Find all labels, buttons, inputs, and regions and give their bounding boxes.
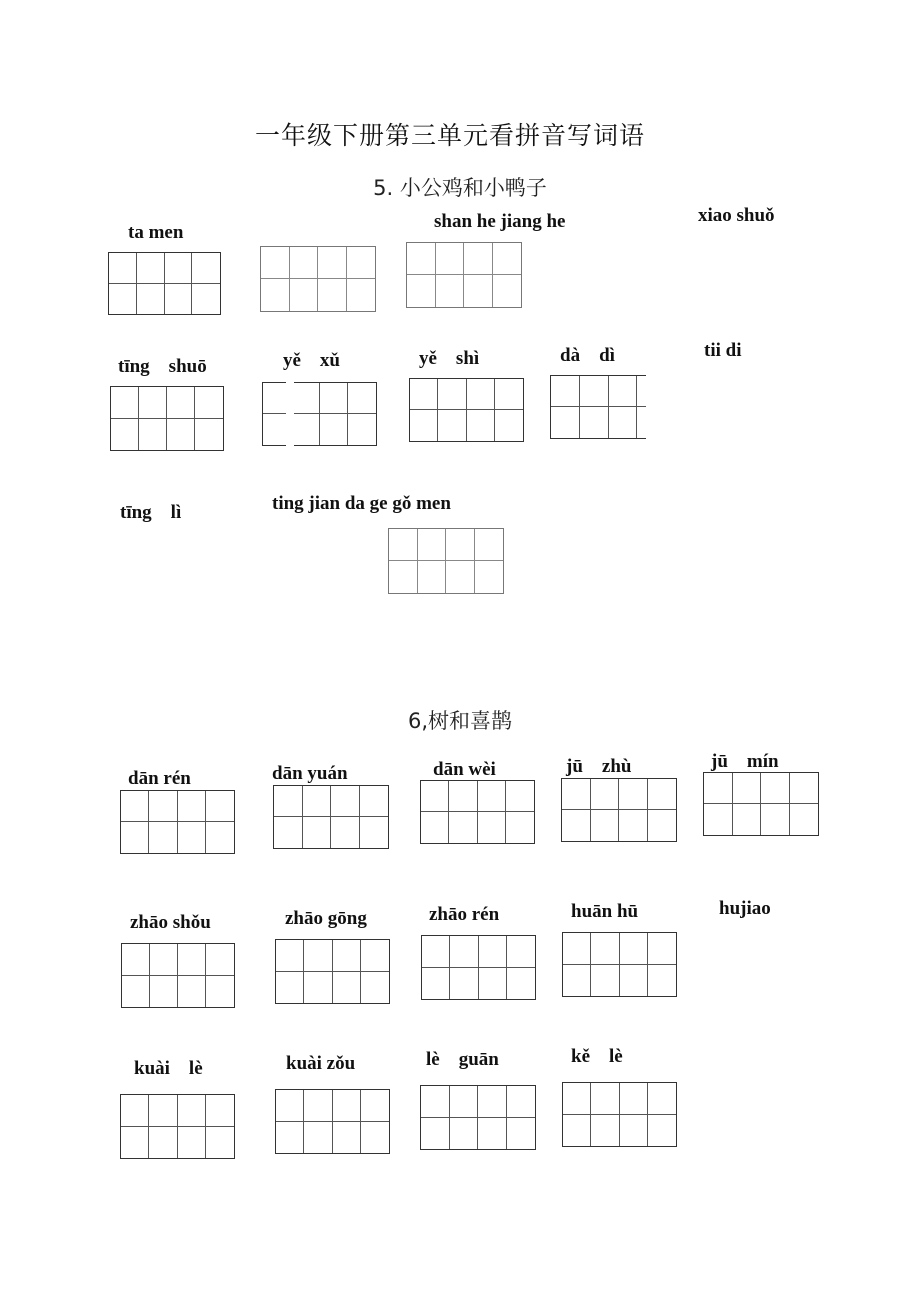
- grid-cell[interactable]: [562, 810, 591, 841]
- writing-grid[interactable]: [108, 252, 221, 315]
- grid-cell[interactable]: [333, 940, 361, 972]
- grid-cell[interactable]: [178, 1095, 206, 1127]
- grid-cell[interactable]: [648, 1083, 676, 1115]
- grid-cell[interactable]: [438, 379, 466, 410]
- grid-cell[interactable]: [790, 804, 819, 835]
- grid-cell[interactable]: [178, 1127, 206, 1159]
- grid-cell[interactable]: [320, 414, 348, 445]
- writing-grid[interactable]: [420, 780, 535, 844]
- pinyin-word: hujiao: [719, 898, 771, 919]
- grid-cell[interactable]: [361, 1122, 389, 1154]
- pinyin-word: tii di: [704, 340, 742, 361]
- grid-cell[interactable]: [178, 976, 206, 1008]
- grid-cell[interactable]: [149, 791, 177, 822]
- grid-cell[interactable]: [478, 1118, 507, 1150]
- grid-cell[interactable]: [620, 965, 648, 997]
- grid-cell[interactable]: [507, 1118, 536, 1150]
- grid-cell[interactable]: [121, 1095, 149, 1127]
- grid-cell[interactable]: [261, 247, 290, 279]
- grid-cell[interactable]: [450, 936, 478, 968]
- pinyin-word: lè guān: [426, 1049, 499, 1070]
- grid-cell[interactable]: [478, 812, 506, 843]
- grid-cell[interactable]: [438, 410, 466, 441]
- grid-cell[interactable]: [206, 822, 234, 853]
- grid-cell[interactable]: [206, 976, 234, 1008]
- grid-cell[interactable]: [304, 940, 332, 972]
- writing-grid[interactable]: [120, 790, 235, 854]
- grid-cell[interactable]: [178, 791, 206, 822]
- grid-cell[interactable]: [274, 786, 303, 817]
- grid-cell[interactable]: [304, 1122, 332, 1154]
- grid-cell[interactable]: [318, 279, 347, 311]
- grid-cell[interactable]: [206, 1127, 234, 1159]
- pinyin-word: shan he jiang he: [434, 211, 566, 232]
- grid-cell[interactable]: [591, 1115, 619, 1147]
- grid-cell[interactable]: [410, 410, 438, 441]
- grid-cell[interactable]: [167, 387, 195, 419]
- grid-cell[interactable]: [192, 284, 220, 315]
- pinyin-word: yě shì: [419, 348, 480, 369]
- grid-cell[interactable]: [422, 968, 450, 1000]
- writing-grid[interactable]: [562, 932, 677, 997]
- grid-cell[interactable]: [389, 529, 418, 561]
- grid-cell[interactable]: [619, 779, 648, 810]
- grid-cell[interactable]: [563, 1115, 591, 1147]
- grid-cell[interactable]: [436, 243, 465, 275]
- grid-cell[interactable]: [507, 936, 535, 968]
- pinyin-word: xiao shuǒ: [698, 205, 775, 226]
- grid-cell[interactable]: [291, 414, 319, 445]
- pinyin-word: ting jian da ge gǒ men: [272, 493, 451, 514]
- grid-cell[interactable]: [178, 822, 206, 853]
- grid-cell[interactable]: [421, 1118, 450, 1150]
- grid-cell[interactable]: [421, 781, 449, 812]
- pinyin-word: kuài zǒu: [286, 1053, 356, 1074]
- grid-cell[interactable]: [290, 279, 319, 311]
- grid-cell[interactable]: [122, 976, 150, 1008]
- grid-cell[interactable]: [507, 968, 535, 1000]
- grid-cell[interactable]: [436, 275, 465, 307]
- grid-cell[interactable]: [165, 284, 193, 315]
- grid-cell[interactable]: [291, 383, 319, 414]
- pinyin-word: tīng shuō: [118, 356, 207, 377]
- writing-grid[interactable]: [420, 1085, 536, 1150]
- grid-cell[interactable]: [178, 944, 206, 976]
- grid-cell[interactable]: [761, 804, 790, 835]
- grid-cell[interactable]: [111, 419, 139, 451]
- pinyin-word: dān yuán: [272, 763, 348, 784]
- grid-cell[interactable]: [276, 972, 304, 1004]
- grid-cell[interactable]: [320, 383, 348, 414]
- writing-grid[interactable]: [110, 386, 224, 451]
- grid-cell[interactable]: [464, 275, 493, 307]
- grid-cell[interactable]: [407, 243, 436, 275]
- grid-cell[interactable]: [303, 817, 332, 848]
- grid-cell[interactable]: [467, 410, 495, 441]
- pinyin-word: zhāo gōng: [285, 908, 367, 929]
- writing-grid[interactable]: [121, 943, 235, 1008]
- grid-cell[interactable]: [195, 387, 223, 419]
- writing-grid[interactable]: [562, 1082, 677, 1147]
- grid-cell[interactable]: [563, 965, 591, 997]
- grid-cell[interactable]: [206, 791, 234, 822]
- writing-grid[interactable]: [406, 242, 522, 308]
- grid-cell[interactable]: [493, 275, 522, 307]
- grid-cell[interactable]: [478, 1086, 507, 1118]
- grid-cell[interactable]: [446, 529, 475, 561]
- pinyin-word: kě lè: [571, 1046, 623, 1067]
- writing-grid[interactable]: [703, 772, 819, 836]
- grid-cell[interactable]: [475, 529, 504, 561]
- grid-cell[interactable]: [648, 810, 677, 841]
- grid-cell[interactable]: [467, 379, 495, 410]
- writing-grid[interactable]: [275, 1089, 390, 1154]
- grid-cell[interactable]: [276, 1122, 304, 1154]
- grid-cell[interactable]: [333, 972, 361, 1004]
- grid-cell[interactable]: [495, 410, 523, 441]
- grid-cell[interactable]: [493, 243, 522, 275]
- grid-cell[interactable]: [591, 933, 619, 965]
- grid-cell[interactable]: [620, 1083, 648, 1115]
- grid-cell[interactable]: [360, 786, 389, 817]
- grid-cell[interactable]: [192, 253, 220, 284]
- grid-cell[interactable]: [464, 243, 493, 275]
- grid-cell[interactable]: [206, 944, 234, 976]
- section-6-heading: 6,树和喜鹊: [407, 709, 513, 733]
- grid-cell[interactable]: [165, 253, 193, 284]
- grid-cell[interactable]: [620, 933, 648, 965]
- grid-cell[interactable]: [591, 779, 620, 810]
- grid-overlap-cover: [286, 380, 294, 450]
- grid-cell[interactable]: [137, 253, 165, 284]
- pinyin-word: kuài lè: [134, 1058, 203, 1079]
- writing-grid[interactable]: [260, 246, 376, 312]
- grid-cell[interactable]: [704, 804, 733, 835]
- grid-cell[interactable]: [149, 1127, 177, 1159]
- grid-cell[interactable]: [648, 933, 676, 965]
- grid-cell[interactable]: [450, 968, 478, 1000]
- grid-cell[interactable]: [304, 1090, 332, 1122]
- pinyin-word: dān rén: [128, 768, 191, 789]
- grid-cell[interactable]: [551, 407, 580, 438]
- grid-cell[interactable]: [506, 781, 534, 812]
- grid-cell[interactable]: [348, 414, 376, 445]
- grid-cell[interactable]: [446, 561, 475, 593]
- grid-cell[interactable]: [591, 1083, 619, 1115]
- grid-cell[interactable]: [137, 284, 165, 315]
- grid-cell[interactable]: [418, 561, 447, 593]
- grid-cell[interactable]: [495, 379, 523, 410]
- grid-cell[interactable]: [389, 561, 418, 593]
- grid-cell[interactable]: [276, 940, 304, 972]
- grid-cell[interactable]: [421, 812, 449, 843]
- grid-cell[interactable]: [261, 279, 290, 311]
- grid-cell[interactable]: [150, 976, 178, 1008]
- pinyin-word: ta men: [128, 222, 184, 243]
- grid-cell[interactable]: [563, 1083, 591, 1115]
- grid-cell[interactable]: [591, 965, 619, 997]
- grid-cell[interactable]: [563, 933, 591, 965]
- pinyin-word: zhāo shǒu: [130, 912, 211, 933]
- grid-cell[interactable]: [478, 781, 506, 812]
- grid-cell[interactable]: [109, 284, 137, 315]
- grid-cell[interactable]: [562, 779, 591, 810]
- grid-cell[interactable]: [122, 944, 150, 976]
- grid-cell[interactable]: [121, 822, 149, 853]
- grid-cell[interactable]: [450, 1086, 479, 1118]
- grid-cell[interactable]: [109, 253, 137, 284]
- writing-grid[interactable]: [388, 528, 504, 594]
- grid-cell[interactable]: [648, 779, 677, 810]
- writing-grid[interactable]: [561, 778, 677, 842]
- grid-cell[interactable]: [609, 407, 638, 438]
- grid-cell[interactable]: [303, 786, 332, 817]
- page-title: 一年级下册第三单元看拼音写词语: [254, 121, 645, 150]
- grid-cell[interactable]: [274, 817, 303, 848]
- grid-cell[interactable]: [331, 817, 360, 848]
- grid-cell[interactable]: [121, 1127, 149, 1159]
- grid-cell[interactable]: [591, 810, 620, 841]
- grid-cell[interactable]: [149, 1095, 177, 1127]
- grid-cell[interactable]: [361, 972, 389, 1004]
- section-5-heading: 5. 小公鸡和小鸭子: [373, 176, 547, 200]
- grid-cell[interactable]: [139, 387, 167, 419]
- grid-cell[interactable]: [333, 1090, 361, 1122]
- writing-grid[interactable]: [409, 378, 524, 442]
- grid-cell[interactable]: [479, 936, 507, 968]
- grid-cell[interactable]: [331, 786, 360, 817]
- grid-cell[interactable]: [304, 972, 332, 1004]
- grid-cell[interactable]: [149, 822, 177, 853]
- grid-cell[interactable]: [347, 247, 376, 279]
- grid-cell[interactable]: [121, 791, 149, 822]
- grid-cell[interactable]: [333, 1122, 361, 1154]
- writing-grid[interactable]: [262, 382, 377, 446]
- grid-cell[interactable]: [620, 1115, 648, 1147]
- pinyin-word: tīng lì: [120, 502, 182, 523]
- grid-cell[interactable]: [139, 419, 167, 451]
- grid-cell[interactable]: [449, 812, 477, 843]
- grid-cell[interactable]: [410, 379, 438, 410]
- grid-cell[interactable]: [290, 247, 319, 279]
- grid-cell[interactable]: [551, 376, 580, 407]
- grid-cell[interactable]: [347, 279, 376, 311]
- grid-cell[interactable]: [733, 804, 762, 835]
- grid-cell[interactable]: [348, 383, 376, 414]
- pinyin-word: yě xǔ: [283, 350, 340, 371]
- grid-cell[interactable]: [580, 407, 609, 438]
- grid-cell[interactable]: [421, 1086, 450, 1118]
- grid-cell[interactable]: [360, 817, 389, 848]
- grid-cell[interactable]: [761, 773, 790, 804]
- grid-cell[interactable]: [407, 275, 436, 307]
- grid-cell[interactable]: [361, 1090, 389, 1122]
- grid-cell[interactable]: [648, 965, 676, 997]
- grid-cell[interactable]: [619, 810, 648, 841]
- grid-cell[interactable]: [206, 1095, 234, 1127]
- grid-cell[interactable]: [418, 529, 447, 561]
- grid-cell[interactable]: [318, 247, 347, 279]
- writing-grid[interactable]: [120, 1094, 235, 1159]
- pinyin-word: dà dì: [560, 345, 615, 366]
- pinyin-word: jū mín: [711, 751, 779, 772]
- pinyin-word: huān hū: [571, 901, 639, 922]
- writing-grid[interactable]: [273, 785, 389, 849]
- grid-cell[interactable]: [150, 944, 178, 976]
- grid-cell[interactable]: [648, 1115, 676, 1147]
- grid-cell[interactable]: [704, 773, 733, 804]
- grid-cell[interactable]: [167, 419, 195, 451]
- grid-cell[interactable]: [450, 1118, 479, 1150]
- grid-cell[interactable]: [276, 1090, 304, 1122]
- pinyin-word: dān wèi: [433, 759, 496, 780]
- grid-cell[interactable]: [580, 376, 609, 407]
- grid-cell[interactable]: [506, 812, 534, 843]
- grid-cell[interactable]: [195, 419, 223, 451]
- grid-cell[interactable]: [609, 376, 638, 407]
- grid-cell[interactable]: [479, 968, 507, 1000]
- grid-cell[interactable]: [111, 387, 139, 419]
- grid-cell[interactable]: [790, 773, 819, 804]
- pinyin-word: jū zhù: [566, 756, 632, 777]
- grid-cell[interactable]: [449, 781, 477, 812]
- grid-cell[interactable]: [422, 936, 450, 968]
- grid-cell[interactable]: [733, 773, 762, 804]
- pinyin-word: zhāo rén: [429, 904, 500, 925]
- grid-cell[interactable]: [361, 940, 389, 972]
- grid-cell[interactable]: [507, 1086, 536, 1118]
- grid-cell[interactable]: [475, 561, 504, 593]
- writing-grid[interactable]: [421, 935, 536, 1000]
- writing-grid[interactable]: [275, 939, 390, 1004]
- grid-overlap-cover: [646, 340, 706, 450]
